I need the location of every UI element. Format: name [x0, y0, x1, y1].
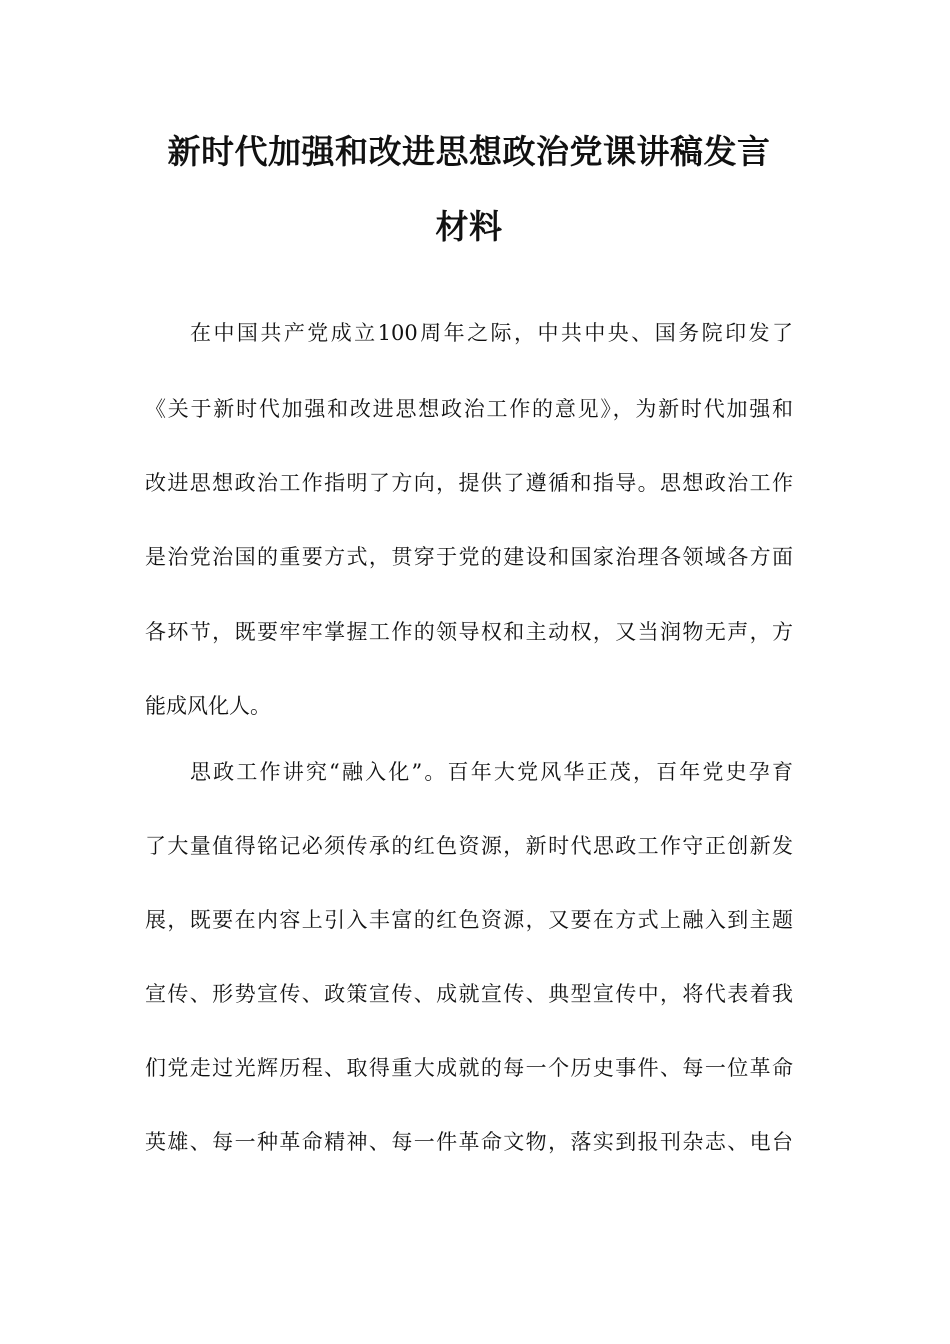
- paragraph-2-line-5: 们党走过光辉历程、取得重大成就的每一个历史事件、每一位革命: [145, 1056, 793, 1080]
- paragraph-1-line-5: 各环节，既要牢牢掌握工作的领导权和主动权，又当润物无声，方: [145, 620, 793, 644]
- document-title-line-1: 新时代加强和改进思想政治党课讲稿发言: [167, 132, 771, 171]
- paragraph-1-line-4: 是治党治国的重要方式，贯穿于党的建设和国家治理各领域各方面: [145, 545, 793, 569]
- paragraph-2-line-3: 展，既要在内容上引入丰富的红色资源，又要在方式上融入到主题: [145, 908, 793, 932]
- paragraph-2-line-2: 了大量值得铭记必须传承的红色资源，新时代思政工作守正创新发: [145, 834, 793, 858]
- paragraph-2-line-4: 宣传、形势宣传、政策宣传、成就宣传、典型宣传中，将代表着我: [145, 982, 793, 1006]
- paragraph-2-line-1: 思政工作讲究“融入化”。百年大党风华正茂，百年党史孕育: [190, 760, 793, 784]
- paragraph-1-line-6: 能成风化人。: [145, 694, 271, 718]
- paragraph-1-line-3: 改进思想政治工作指明了方向，提供了遵循和指导。思想政治工作: [145, 471, 793, 495]
- paragraph-2-line-6: 英雄、每一种革命精神、每一件革命文物，落实到报刊杂志、电台: [145, 1130, 793, 1154]
- paragraph-1-line-1: 在中国共产党成立100周年之际，中共中央、国务院印发了: [190, 321, 793, 345]
- document-title-line-2: 材料: [435, 207, 503, 246]
- paragraph-1-line-2: 《关于新时代加强和改进思想政治工作的意见》，为新时代加强和: [145, 397, 793, 421]
